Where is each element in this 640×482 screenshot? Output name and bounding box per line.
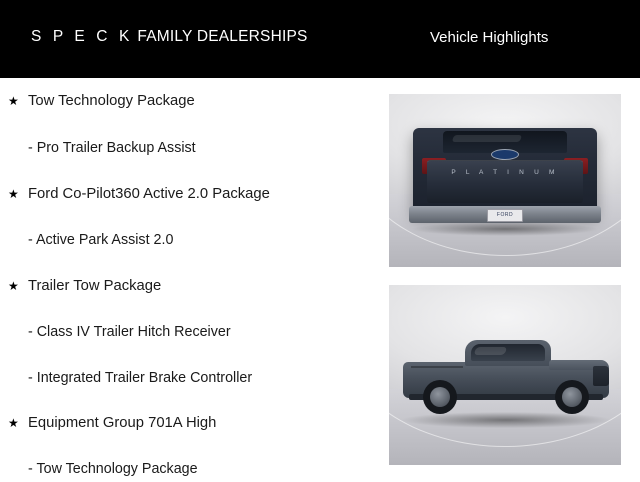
license-plate-text: FORD [496,212,514,218]
star-icon: ★ [8,187,19,201]
list-item [0,410,380,436]
ford-oval-emblem [491,149,519,160]
side-windows [471,344,545,361]
vehicle-shadow [411,222,599,236]
list-item-label: - Active Park Assist 2.0 [28,231,174,248]
bed-line [411,366,463,368]
star-icon: ★ [8,279,19,293]
list-item [0,135,380,161]
list-item [0,365,380,391]
list-item-label: Tow Technology Package [28,92,195,109]
rear-wheel [423,380,457,414]
list-item [0,181,380,207]
truck-rear-graphic [407,128,603,246]
list-item-label: - Tow Technology Package [28,460,198,477]
list-item [0,319,380,345]
list-item-label: Equipment Group 701A High [28,414,217,431]
truck-side-graphic [403,340,609,432]
list-item-label: - Integrated Trailer Brake Controller [28,369,253,386]
dealership-brand [31,28,308,46]
list-item [0,227,380,253]
list-item-label: - Class IV Trailer Hitch Receiver [28,323,231,340]
front-grille [593,366,609,386]
vehicle-shadow [403,412,609,428]
truck-rear-body [413,128,597,214]
truck-rear-view-photo [389,94,621,267]
list-item-label: Trailer Tow Package [28,277,162,294]
brand-name-spaced: S P E C K [31,28,133,45]
highlights-list [0,78,380,480]
truck-side-view-photo [389,285,621,465]
brand-name-rest: FAMILY DEALERSHIPS [137,28,308,45]
star-icon: ★ [8,416,19,430]
page-title: Vehicle Highlights [430,29,549,46]
tailgate-badge-text: P L A T I N U M [451,169,559,176]
list-item [0,456,380,482]
tailgate [427,160,583,203]
list-item [0,273,380,299]
front-wheel [555,380,589,414]
list-item-label: - Pro Trailer Backup Assist [28,139,196,156]
license-plate [487,209,523,222]
list-item-label: Ford Co-Pilot360 Active 2.0 Package [28,185,270,202]
list-item [0,88,380,114]
star-icon: ★ [8,94,19,108]
header-bar [0,0,640,78]
